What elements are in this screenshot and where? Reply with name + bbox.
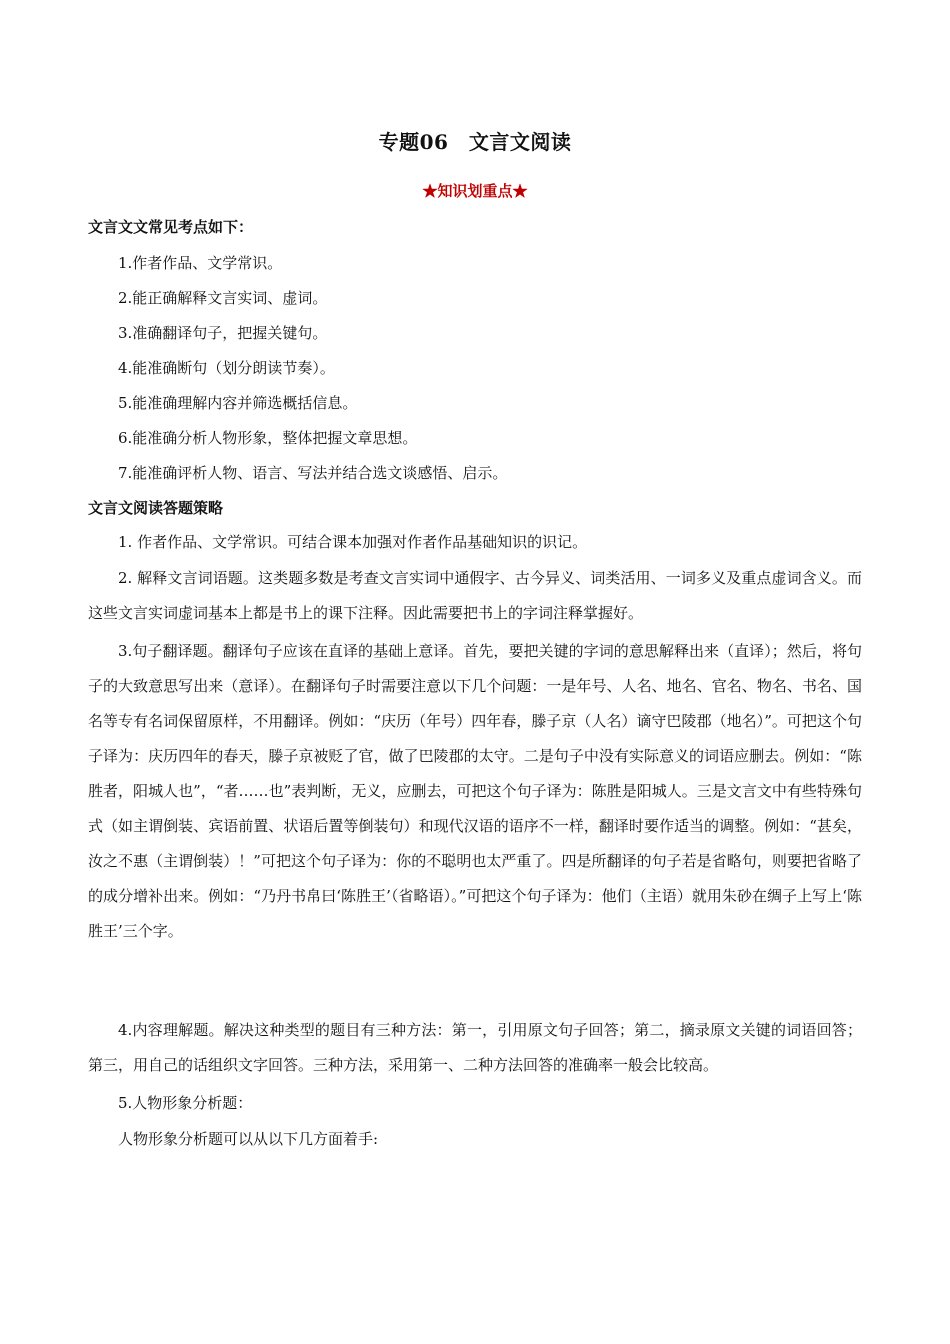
strategy-heading: 文言文阅读答题策略 bbox=[88, 499, 224, 517]
exam-point-item: 2.能正确解释文言实词、虚词。 bbox=[118, 289, 328, 307]
strategy-paragraph-6: 人物形象分析题可以从以下几方面着手: bbox=[118, 1130, 379, 1148]
strategy-paragraph-2: 2. 解释文言词语题。这类题多数是考查文言实词中通假字、古今异义、词类活用、一词多义及重点虚词含义。而这些文言实词虚词基本上都是书上的课下注释。因此需要把书上的字词注释掌握好。 bbox=[88, 569, 862, 622]
exam-point-item: 1.作者作品、文学常识。 bbox=[118, 254, 283, 272]
section-subtitle: ★知识划重点★ bbox=[422, 182, 528, 200]
exam-point-item: 6.能准确分析人物形象，整体把握文章思想。 bbox=[118, 429, 418, 447]
exam-point-item: 5.能准确理解内容并筛选概括信息。 bbox=[118, 394, 358, 412]
strategy-paragraph-3: 3.句子翻译题。翻译句子应该在直译的基础上意译。首先，要把关键的字词的意思解释出来（直译）；然后，将句子的大致意思写出来（意译）。在翻译句子时需要注意以下几个问题：一是年号、人名、地名、官名、物名、书名、国名等专有名词保留原样，不用翻译。例如：“庆历（年号）四年春，滕子京（人名）谪守巴陵郡（地名）”。可把这个句子译为：庆历四年的春天，滕子京被贬了官，做了巴陵郡的太守。二是句子中没有实际意义的词语应删去。例如：“陈胜者，阳城人也”，“者……也”表判断，无义，应删去，可把这个句子译为：陈胜是阳城人。三是文言文中有些特殊句式（如主谓倒装、宾语前置、状语后置等倒装句）和现代汉语的语序不一样，翻译时要作适当的调整。例如：“甚矣，汝之不惠（主谓倒装）！”可把这个句子译为：你的不聪明也太严重了。四是所翻译的句子若是省略句，则要把省略了的成分增补出来。例如：“乃丹书帛曰‘陈胜王’（省略语）。”可把这个句子译为：他们（主语）就用朱砂在绸子上写上‘陈胜王’三个字。 bbox=[88, 642, 862, 940]
exam-points-heading: 文言文文常见考点如下： bbox=[88, 218, 254, 236]
strategy-paragraph-1: 1. 作者作品、文学常识。可结合课本加强对作者作品基础知识的识记。 bbox=[118, 533, 588, 551]
exam-point-item: 7.能准确评析人物、语言、写法并结合选文谈感悟、启示。 bbox=[118, 464, 508, 482]
strategy-paragraph-4: 4.内容理解题。解决这种类型的题目有三种方法：第一，引用原文句子回答；第二，摘录原文关键的词语回答；第三，用自己的话组织文字回答。三种方法，采用第一、二种方法回答的准确率一般会比较高。 bbox=[88, 1021, 862, 1074]
page-title: 专题06 文言文阅读 bbox=[378, 130, 572, 154]
strategy-paragraph-5: 5.人物形象分析题： bbox=[118, 1094, 253, 1112]
exam-point-item: 4.能准确断句（划分朗读节奏）。 bbox=[118, 359, 335, 377]
exam-point-item: 3.准确翻译句子，把握关键句。 bbox=[118, 324, 328, 342]
